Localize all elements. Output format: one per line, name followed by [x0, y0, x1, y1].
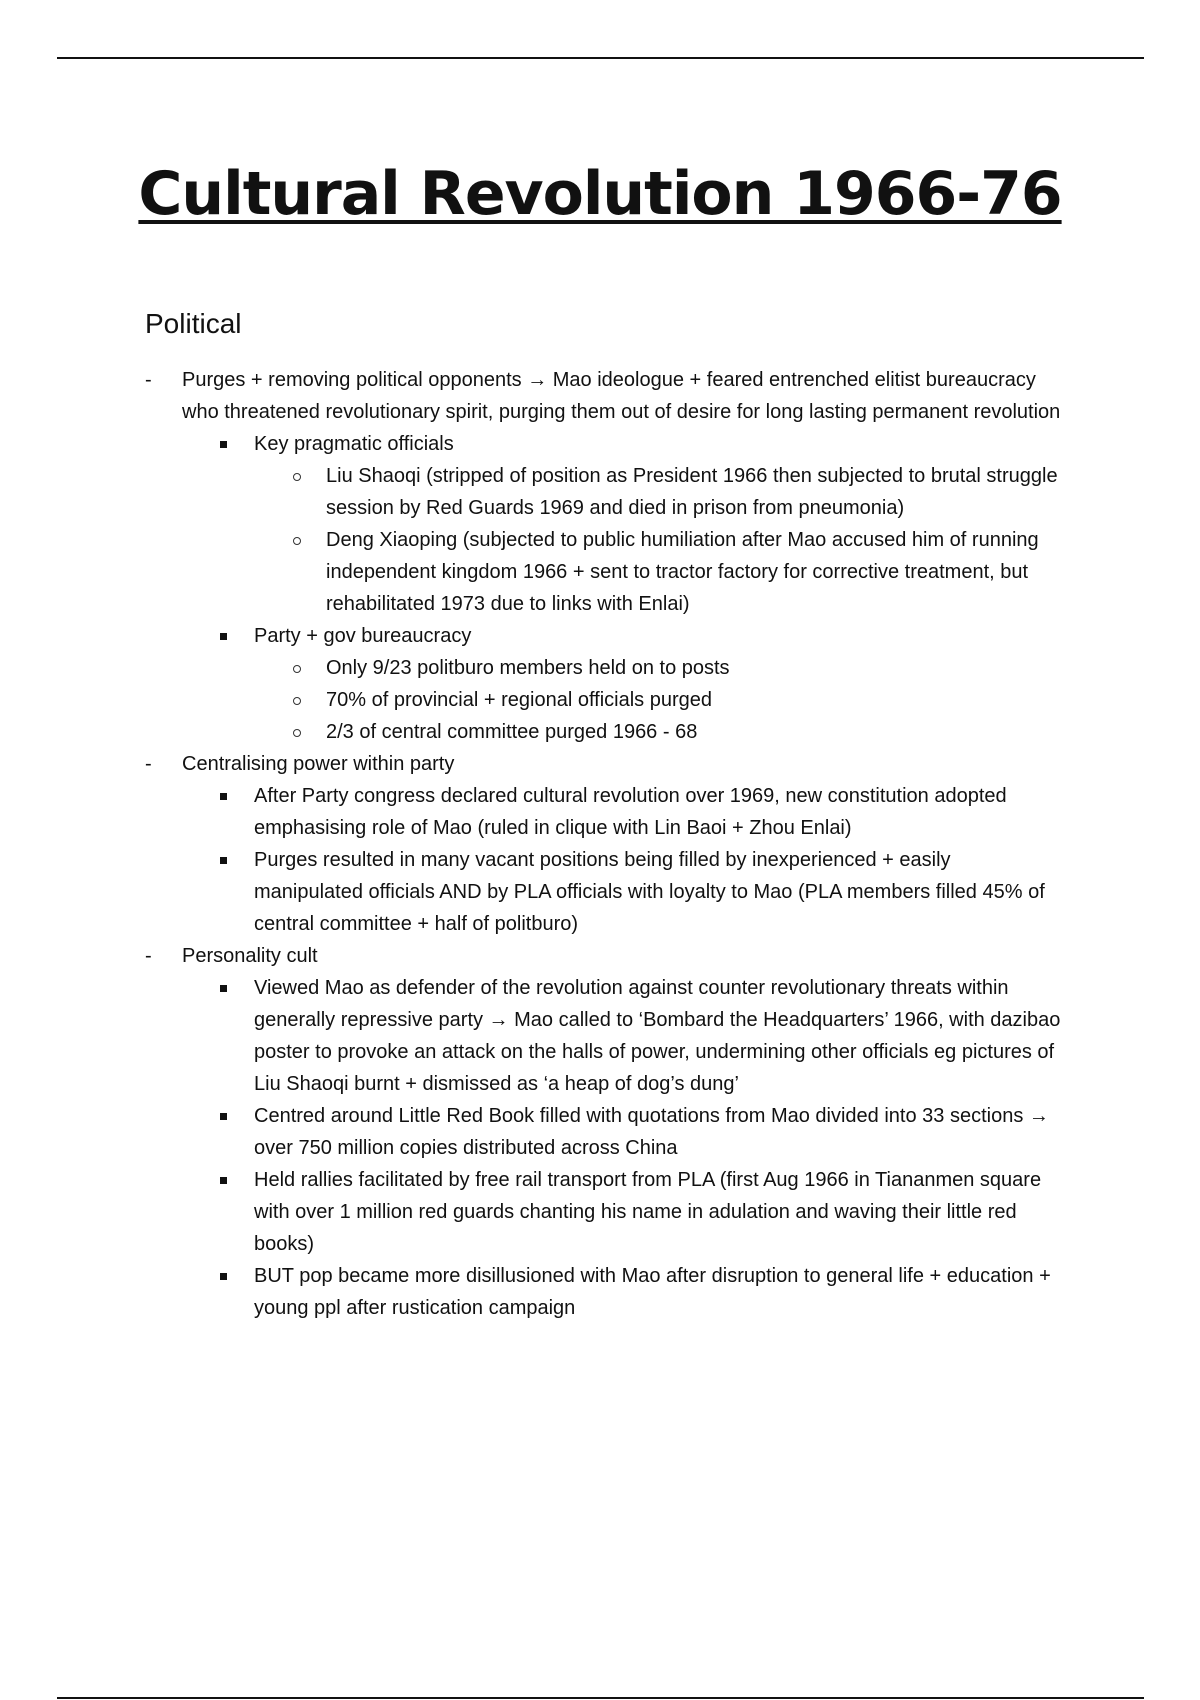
page-title: Cultural Revolution 1966-76	[138, 159, 1062, 229]
sub-list-item	[145, 428, 1065, 620]
dash-marker: -	[145, 369, 152, 391]
list-item	[145, 748, 1065, 940]
square-bullet-icon	[220, 1273, 227, 1280]
sub-list-item-text: Held rallies facilitated by free rail transport from PLA (first Aug 1966 in Tiananmen square with over 1 million red guards chanting his name in adulation and waving their little red books)	[254, 1169, 1042, 1255]
sub-sub-list-item-text: 2/3 of central committee purged 1966 - 68	[326, 721, 698, 743]
sub-list	[182, 972, 1065, 1324]
circle-bullet-icon	[293, 473, 301, 481]
sub-sub-list	[254, 460, 1065, 620]
sub-list-item-text: Purges resulted in many vacant positions being filled by inexperienced + easily manipulated officials AND by PLA officials with loyalty to Mao (PLA members filled 45% of central committee + half of politburo)	[254, 849, 1045, 935]
sub-list-item-text: Party + gov bureaucracy	[254, 625, 472, 647]
square-bullet-icon	[220, 441, 227, 448]
sub-list-item-text: Centred around Little Red Book filled with quotations from Mao divided into 33 sections → over 750 million copies distributed across China	[254, 1105, 1049, 1159]
sub-list-item	[145, 1260, 1065, 1324]
sub-list	[182, 780, 1065, 940]
sub-list-item	[145, 844, 1065, 940]
sub-list-item	[145, 1100, 1065, 1164]
sub-list-item-text: BUT pop became more disillusioned with Mao after disruption to general life + education + young ppl after rustication campaign	[254, 1265, 1051, 1319]
square-bullet-icon	[220, 985, 227, 992]
notes-body	[145, 364, 1065, 1324]
square-bullet-icon	[220, 1177, 227, 1184]
square-bullet-icon	[220, 633, 227, 640]
sub-sub-list	[254, 652, 1065, 748]
list-item-text: Purges + removing political opponents → Mao ideologue + feared entrenched elitist bureaucracy who threatened revolutionary spirit, purging them out of desire for long lasting permanent revolution	[182, 369, 1061, 423]
dash-marker: -	[145, 945, 152, 967]
sub-sub-list-item	[145, 652, 1065, 684]
circle-bullet-icon	[293, 537, 301, 545]
list-item-text: Centralising power within party	[182, 753, 455, 775]
sub-sub-list-item-text: 70% of provincial + regional officials purged	[326, 689, 712, 711]
circle-bullet-icon	[293, 665, 301, 673]
sub-sub-list-item-text: Only 9/23 politburo members held on to posts	[326, 657, 730, 679]
sub-list	[182, 428, 1065, 748]
sub-list-item-text: Key pragmatic officials	[254, 433, 454, 455]
sub-list-item	[145, 972, 1065, 1100]
sub-sub-list-item	[145, 716, 1065, 748]
sub-list-item-text: After Party congress declared cultural revolution over 1969, new constitution adopted emphasising role of Mao (ruled in clique with Lin Baoi + Zhou Enlai)	[254, 785, 1007, 839]
list-item	[145, 940, 1065, 1324]
top-rule	[57, 57, 1144, 59]
circle-bullet-icon	[293, 729, 301, 737]
sub-list-item	[145, 1164, 1065, 1260]
sub-list-item	[145, 780, 1065, 844]
square-bullet-icon	[220, 857, 227, 864]
sub-list-item-text: Viewed Mao as defender of the revolution against counter revolutionary threats within generally repressive party → Mao called to ‘Bombard the Headquarters’ 1966, with dazibao poster to provoke an attack on the halls of power, undermining other officials eg pictures of Liu Shaoqi burnt + dismissed as ‘a heap of dog’s dung’	[254, 977, 1061, 1095]
sub-sub-list-item	[145, 460, 1065, 524]
sub-sub-list-item-text: Liu Shaoqi (stripped of position as President 1966 then subjected to brutal struggle session by Red Guards 1969 and died in prison from pneumonia)	[326, 465, 1058, 519]
sub-list-item	[145, 620, 1065, 748]
bottom-rule	[57, 1697, 1144, 1699]
sub-sub-list-item	[145, 524, 1065, 620]
circle-bullet-icon	[293, 697, 301, 705]
sub-sub-list-item-text: Deng Xiaoping (subjected to public humiliation after Mao accused him of running independent kingdom 1966 + sent to tractor factory for corrective treatment, but rehabilitated 1973 due to links with Enlai)	[326, 529, 1039, 615]
dash-marker: -	[145, 753, 152, 775]
sub-sub-list-item	[145, 684, 1065, 716]
bullet-list	[145, 364, 1065, 1324]
section-heading: Political	[145, 308, 242, 339]
square-bullet-icon	[220, 1113, 227, 1120]
square-bullet-icon	[220, 793, 227, 800]
list-item-text: Personality cult	[182, 945, 318, 967]
list-item	[145, 364, 1065, 748]
